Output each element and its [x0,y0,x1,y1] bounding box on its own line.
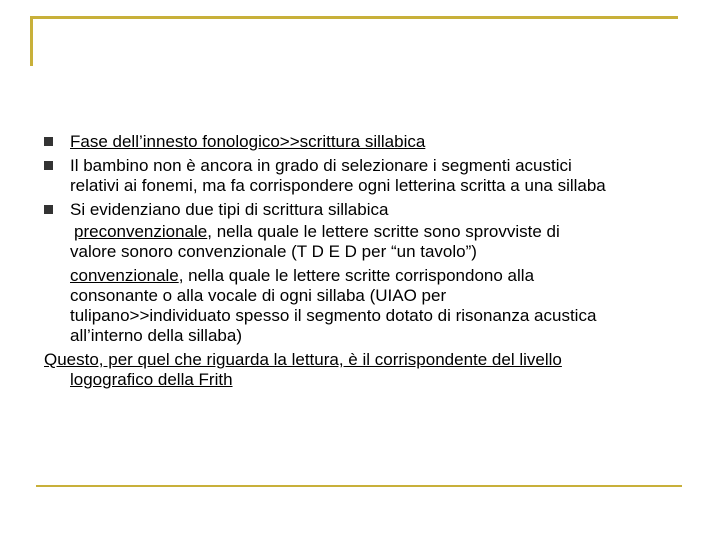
closing-line2: logografico della Frith [70,370,233,389]
slide-body [44,132,684,390]
slide-bottom-rule [36,485,682,487]
bullet-item-types [44,200,684,220]
slide-left-rule [30,16,33,66]
convenzionale-desc-line2: consonante o alla vocale di ogni sillaba (UIAO per [70,286,447,305]
convenzionale-desc-line1: , nella quale le lettere scritte corrispondono alla [178,266,535,285]
bullet-types-text: Si evidenziano due tipi di scrittura sillabica [70,200,389,219]
slide-top-rule [30,16,678,19]
term-preconvenzionale: preconvenzionale [74,222,208,241]
closing-statement [44,350,684,390]
square-bullet-icon [44,137,53,146]
preconvenzionale-desc-line2: valore sonoro convenzionale (T D E D per “un tavolo”) [70,242,477,261]
sub-item-convenzionale [44,266,684,346]
square-bullet-icon [44,205,53,214]
convenzionale-desc-line4: all’interno della sillaba) [70,326,242,345]
square-bullet-icon [44,161,53,170]
bullet-item-description [44,156,684,196]
bullet-description-line2: relativi ai fonemi, ma fa corrispondere ogni letterina scritta a una sillaba [70,176,606,195]
closing-line1: Questo, per quel che riguarda la lettura, è il corrispondente del livello [44,350,562,369]
bullet-item-heading [44,132,684,152]
term-convenzionale: convenzionale [70,266,179,285]
bullet-description-line1: Il bambino non è ancora in grado di selezionare i segmenti acustici [70,156,572,175]
convenzionale-desc-line3: tulipano>>individuato spesso il segmento dotato di risonanza acustica [70,306,597,325]
bullet-heading-text: Fase dell’innesto fonologico>>scrittura sillabica [70,132,426,151]
sub-item-preconvenzionale [44,222,684,262]
preconvenzionale-desc-line1: , nella quale le lettere scritte sono sprovviste di [207,222,560,241]
